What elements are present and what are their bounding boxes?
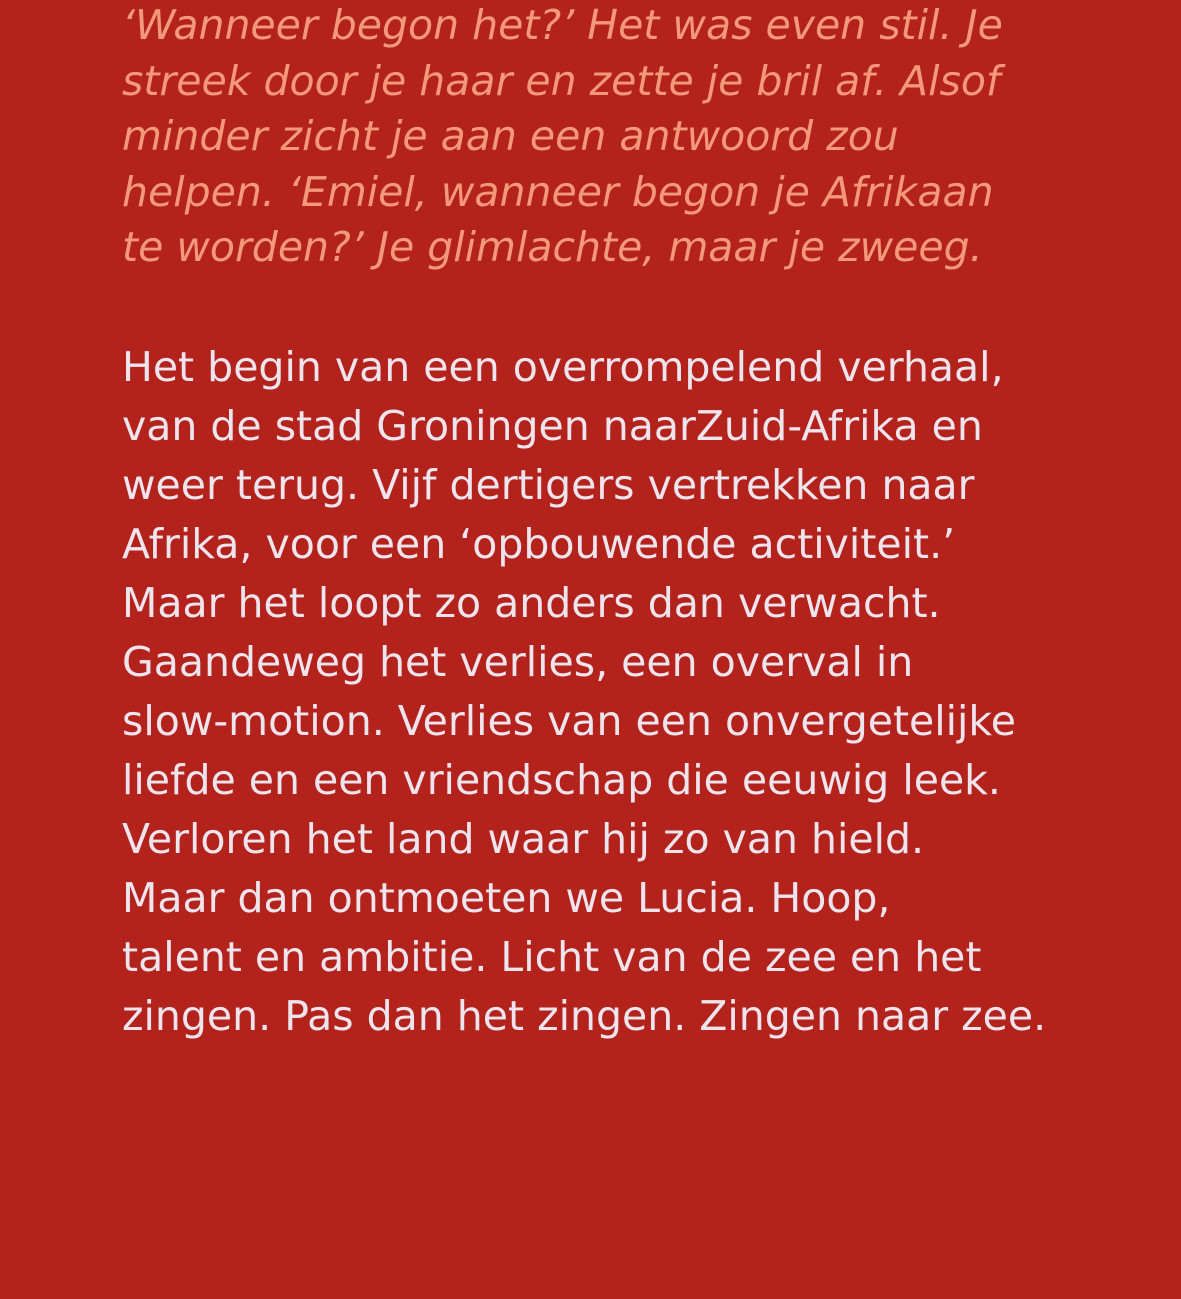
synopsis-line: Het begin van een overrompelend verhaal, (122, 343, 1004, 391)
quote-line: minder zicht je aan een antwoord zou (122, 112, 899, 160)
quote-paragraph (122, 0, 1122, 276)
synopsis-line: Verloren het land waar hij zo van hield. (122, 815, 925, 863)
quote-line: helpen. ‘Emiel, wanneer begon je Afrikaan (122, 167, 994, 216)
quote-line: ‘Wanneer begon het?’ Het was even stil. Je (122, 1, 1003, 49)
synopsis-line: liefde en een vriendschap die eeuwig leek. (122, 756, 1001, 804)
synopsis-line: Maar het loopt zo anders dan verwacht. (122, 579, 941, 627)
synopsis-line: talent en ambitie. Licht van de zee en het (122, 933, 982, 981)
quote-line: te worden?’ Je glimlachte, maar je zweeg. (122, 223, 983, 271)
synopsis-line: zingen. Pas dan het zingen. Zingen naar zee. (122, 992, 1047, 1040)
synopsis-line: Maar dan ontmoeten we Lucia. Hoop, (122, 874, 891, 922)
synopsis-line: Afrika, voor een ‘opbouwende activiteit.’ (122, 520, 956, 568)
synopsis-line: Gaandeweg het verlies, een overval in (122, 638, 914, 686)
synopsis-paragraph (122, 338, 1122, 1046)
synopsis-line: van de stad Groningen naarZuid-Afrika en (122, 402, 983, 450)
quote-line: streek door je haar en zette je bril af. Alsof (122, 56, 1001, 105)
synopsis-line: weer terug. Vijf dertigers vertrekken naar (122, 461, 975, 509)
synopsis-line: slow-motion. Verlies van een onvergetelijke (122, 697, 1016, 745)
